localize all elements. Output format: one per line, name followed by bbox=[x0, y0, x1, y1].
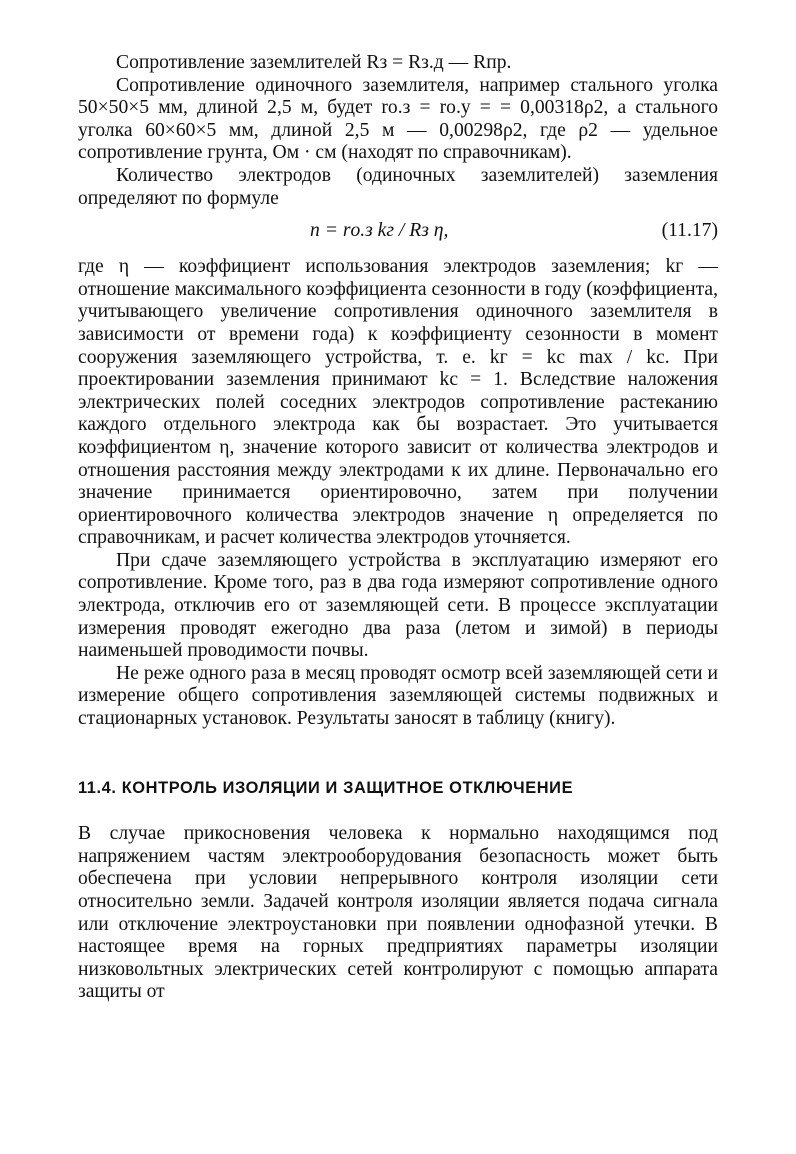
paragraph-insulation-control: В случае прикосновения человека к нормально находящимся под напряжением частям электрооборудования безопасность может быть обеспечена при условии непрерывного контроля изоляции сети относительно земли. Задачей контроля изоляции является подача сигнала или отключение электроустановки при появлении однофазной утечки. В настоящее время на горных предприятиях параметры изоляции низковольтных электрических сетей контролируют с помощью аппарата защиты от bbox=[78, 823, 718, 1003]
formula-row bbox=[78, 214, 718, 250]
document-page bbox=[78, 52, 718, 1004]
section-heading: 11.4. КОНТРОЛЬ ИЗОЛЯЦИИ И ЗАЩИТНОЕ ОТКЛЮЧЕНИЕ bbox=[78, 778, 574, 797]
paragraph-coefficient-explanation: где η — коэффициент использования электродов заземления; kг — отношение максимального коэффициента сезонности в году (коэффициента, учитывающего увеличение сопротивления одиночного заземлителя в зависимости от времени года) к коэффициенту сезонности в момент сооружения заземляющего устройства, т. е. kг = kс max / kс. При проектировании заземления принимают kс = 1. Вследствие наложения электрических полей соседних электродов сопротивление растеканию каждого отдельного электрода как бы возрастает. Это учитывается коэффициентом η, значение которого зависит от количества электродов и отношения расстояния между электродами к их длине. Первоначально его значение принимается ориентировочно, затем при получении ориентировочного количества электродов значение η определяется по справочникам, и расчет количества электродов уточняется. bbox=[78, 256, 718, 549]
equation-number: (11.17) bbox=[661, 220, 718, 242]
paragraph-single-electrode: Сопротивление одиночного заземлителя, например стального уголка 50×50×5 мм, длиной 2,5 м, будет rо.з = rо.у = = 0,00318ρ2, а стального уголка 60×60×5 мм, длиной 2,5 м — 0,00298ρ2, где ρ2 — удельное сопротивление грунта, Ом · см (находят по справочникам). bbox=[78, 74, 718, 164]
paragraph-commissioning: При сдаче заземляющего устройства в эксплуатацию измеряют его сопротивление. Кроме того, раз в два года измеряют сопротивление одного электрода, отключив его от заземляющей сети. В процессе эксплуатации измерения проводят ежегодно два раза (летом и зимой) в периоды наименьшей проводимости почвы. bbox=[78, 549, 718, 662]
paragraph-electrode-count: Количество электродов (одиночных заземлителей) заземления определяют по формуле bbox=[78, 164, 718, 209]
paragraph-ground-resistance: Сопротивление заземлителей Rз = Rз.д — Rпр. bbox=[116, 52, 512, 73]
paragraph-inspection: Не реже одного раза в месяц проводят осмотр всей заземляющей сети и измерение общего сопротивления заземляющей системы подвижных и стационарных установок. Результаты заносят в таблицу (книгу). bbox=[78, 662, 718, 730]
formula-electrode-count: n = rо.з kг / Rз η, bbox=[310, 220, 449, 242]
